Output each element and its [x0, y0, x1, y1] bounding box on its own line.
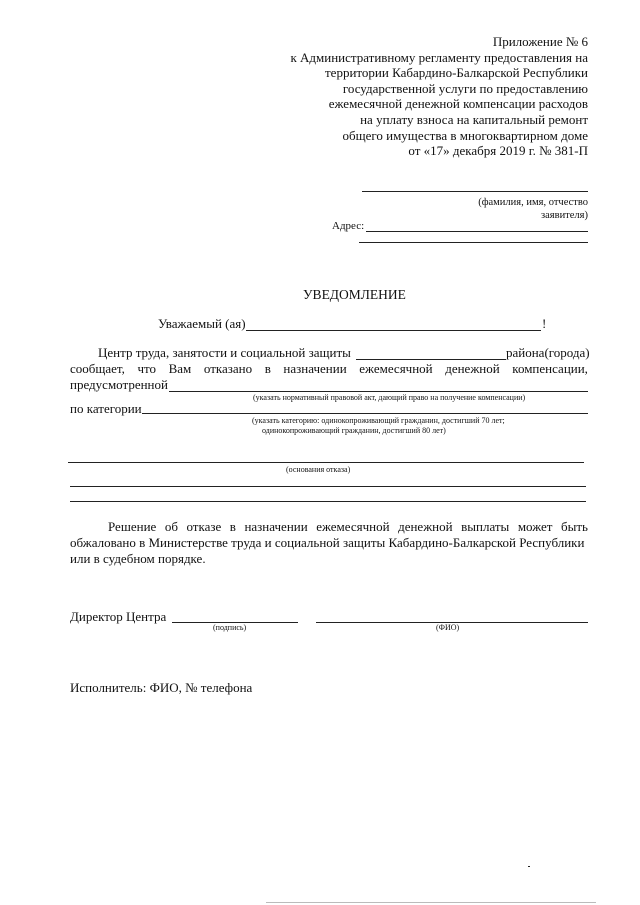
greeting-end: ! [542, 316, 547, 331]
greeting-name-line [246, 330, 541, 331]
address-line-1 [366, 231, 588, 232]
word: ежемесячной [316, 519, 390, 534]
word: выплаты [461, 519, 510, 534]
hint-director-name: (ФИО) [436, 623, 460, 632]
appendix-line: общего имущества в многоквартирном доме [342, 127, 588, 143]
greeting-label: Уважаемый (ая) [158, 316, 246, 331]
appeal-line1 [108, 519, 588, 535]
hint-signature: (подпись) [213, 623, 247, 632]
word: об [164, 519, 178, 534]
word: что [137, 361, 157, 376]
hint-category-1: (указать категорию: одинокопроживающий гражданин, достигший 70 лет; [252, 416, 505, 425]
word: сообщает, [70, 361, 125, 376]
applicant-name-hint-1: (фамилия, имя, отчество [478, 197, 588, 208]
address-line-2 [359, 242, 588, 243]
word: Решение [108, 519, 157, 534]
reason-line-2 [70, 486, 586, 487]
legal-act-line [169, 391, 588, 392]
address-label: Адрес: [332, 220, 365, 232]
executor-line: Исполнитель: ФИО, № телефона [70, 680, 253, 695]
word: денежной [398, 519, 453, 534]
reason-line-1 [68, 462, 584, 463]
appeal-line2: обжаловано в Министерстве труда и социальной защиты Кабардино-Балкарской Республики [70, 535, 585, 550]
scan-mark-bottom [266, 902, 596, 903]
hint-legal-act: (указать нормативный правовой акт, дающий право на получение компенсации) [253, 393, 526, 402]
appendix-line: государственной услуги по предоставлению [342, 80, 588, 96]
appendix-line: территории Кабардино-Балкарской Республики [325, 65, 588, 81]
word: назначении [244, 519, 308, 534]
reason-line-3 [70, 501, 586, 502]
hint-reason: (основания отказа) [286, 465, 351, 474]
appendix-line: от «17» декабря 2019 г. № 381-П [408, 143, 588, 159]
appendix-line: на уплату взноса на капитальный ремонт [360, 111, 588, 127]
word: денежной [445, 361, 500, 376]
document-title: УВЕДОМЛЕНИЕ [303, 287, 406, 302]
appendix-line: Приложение № 6 [492, 34, 588, 49]
word: ежемесячной [359, 361, 433, 376]
body-line1-start: Центр труда, занятости и социальной защиты [98, 345, 351, 360]
word: Вам [168, 361, 192, 376]
word: в [229, 519, 236, 534]
hint-category-2: одинокопроживающий гражданин, достигший 80 лет) [262, 426, 446, 435]
appendix-header [290, 34, 588, 159]
applicant-name-hint-2: заявителя) [540, 210, 588, 221]
word: отказано [203, 361, 253, 376]
category-label: по категории [70, 401, 142, 416]
word: назначении [283, 361, 347, 376]
body-line1-end: района(города) [506, 345, 590, 360]
word: компенсации, [512, 361, 588, 376]
body-line3: предусмотренной [70, 377, 168, 392]
appendix-line: ежемесячной денежной компенсации расходов [328, 96, 588, 112]
word: отказе [186, 519, 222, 534]
scan-mark [528, 866, 530, 867]
applicant-name-line [362, 191, 588, 192]
appendix-line: к Административному регламенту предоставления на [290, 49, 588, 65]
body-line2 [70, 361, 588, 377]
director-label: Директор Центра [70, 609, 167, 624]
word: в [264, 361, 271, 376]
appeal-line3: или в судебном порядке. [70, 551, 206, 566]
word: быть [561, 519, 588, 534]
category-line [142, 413, 588, 414]
district-line [356, 359, 506, 360]
word: может [517, 519, 553, 534]
